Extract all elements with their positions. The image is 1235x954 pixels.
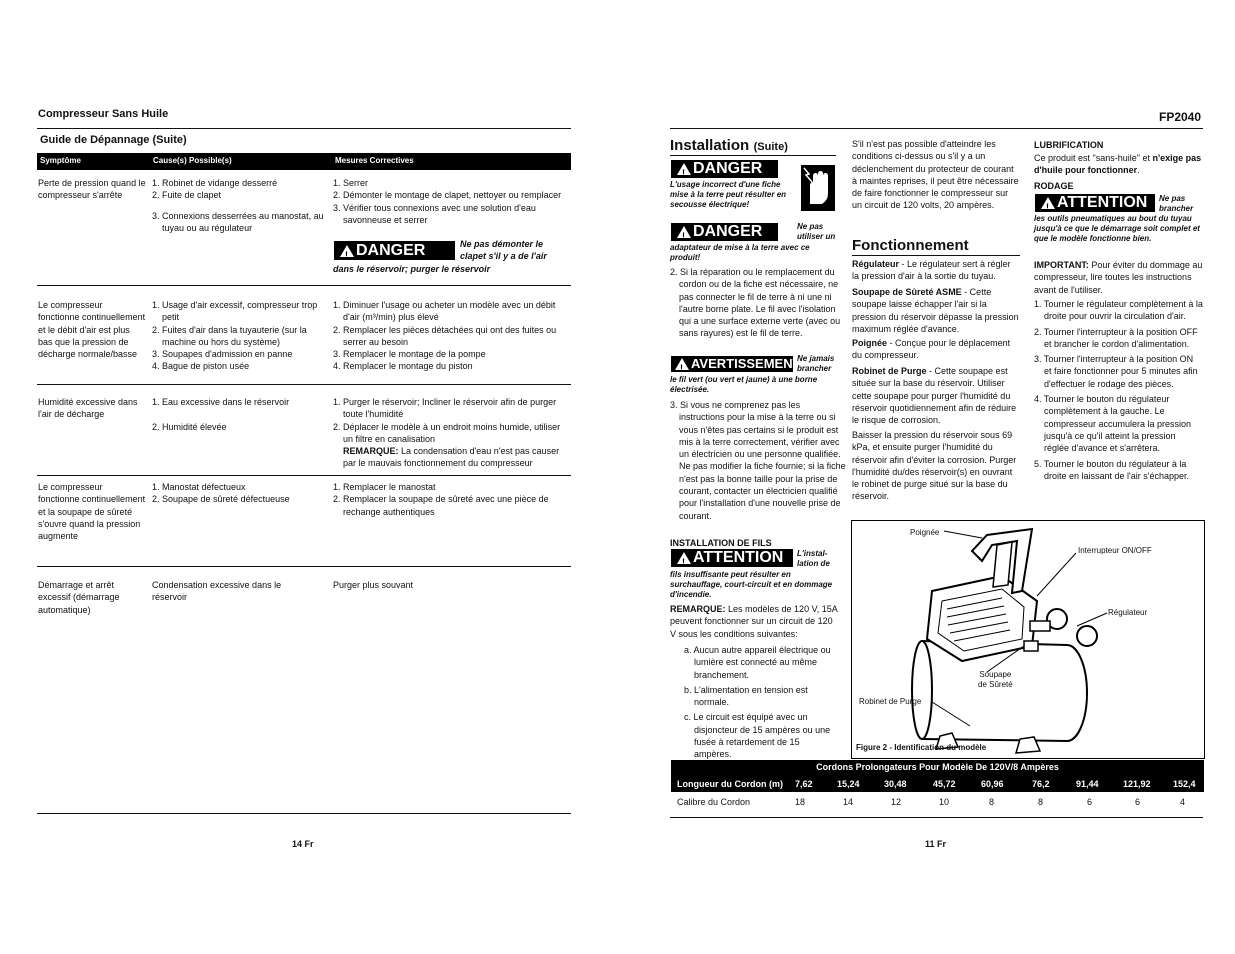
attention-badge: ! ATTENTION (671, 549, 793, 567)
rodage-title: RODAGE (1034, 181, 1074, 191)
cord-table-header (671, 760, 1204, 792)
remarque-note: REMARQUE: La condensation d'eau n'est pas causer par le mauvais fonctionnement du compresseur (343, 446, 560, 469)
row-divider (37, 475, 571, 476)
title-underline (852, 255, 1020, 256)
danger-text-cont: adaptateur de mise à la terre avec ce produit! (670, 243, 810, 262)
row-divider (37, 566, 571, 567)
compressor-illustration (852, 521, 1204, 758)
cause-item: 2. Soupape de sûreté défectueuse (152, 494, 290, 505)
col-header-causes: Cause(s) Possible(s) (153, 156, 232, 165)
row5-symptom: Démarrage et arrêt excessif (démarrage automatique) (38, 580, 120, 615)
remedy-item: 1. Purger le réservoir; Incliner le réservoir afin de purger toute l'humidité (333, 397, 557, 420)
lubrification-text: Ce produit est "sans-huile" et n'exige pas d'huile pour fonctionner. (1034, 153, 1202, 176)
label-interrupteur: Interrupteur ON/OFF (1078, 546, 1152, 555)
cord-gauge: 14 (843, 797, 854, 807)
attention-badge: ! ATTENTION (1035, 194, 1155, 212)
remedy-item: 1. Remplacer le manostat (333, 482, 436, 492)
row3-causes (152, 396, 328, 434)
warning-triangle-icon (675, 358, 689, 370)
cause-item: 4. Bague de piston usée (152, 361, 250, 372)
label-regulateur: Régulateur (1108, 608, 1148, 617)
cord-gauge: 8 (1038, 797, 1044, 807)
remedy-item: 1. Serrer (333, 178, 369, 188)
row4-remedies (333, 481, 570, 518)
cause-item: 2. Humidité élevée (152, 422, 227, 433)
steps-list (1034, 298, 1203, 482)
cause-item: 3. Soupapes d'admission en panne (152, 349, 293, 360)
cord-gauge-label: Calibre du Cordon (677, 797, 751, 807)
row-divider (37, 285, 571, 286)
condition-item: c. Le circuit est équipé avec un disjoncteur de 15 ampères ou une fusée à retardement de 15 ampères. (684, 712, 831, 760)
important-paragraph: IMPORTANT: Pour éviter du dommage au compresseur, lire toutes les instructions avant de l'utiliser. (1034, 260, 1203, 295)
page-number-left: 14 Fr (292, 839, 314, 849)
cord-length: 91,44 (1076, 779, 1099, 789)
warning-text-cont: le fil vert (ou vert et jaune) à une borne électrisée. (670, 375, 818, 394)
row2-remedies (333, 299, 570, 373)
cord-gauge: 12 (891, 797, 902, 807)
remarque-paragraph: REMARQUE: Les modèles de 120 V, 15A peuvent fonctionner sur un circuit de 120 V sous les conditions suivantes: (670, 604, 838, 639)
cord-gauge: 10 (939, 797, 950, 807)
page-number-right: 11 Fr (925, 839, 947, 849)
cord-length: 30,48 (884, 779, 907, 789)
step-item: 2. Tourner l'interrupteur à la position OFF et brancher le cordon d'alimentation. (1034, 326, 1198, 349)
row2-symptom: Le compresseur fonctionne continuellement et le débit d'air est plus bas que la pression de décharge normale/basse (38, 300, 146, 360)
remedy-item: 2. Remplacer les pièces détachées qui ont des fuites ou serrer au besoin (333, 324, 557, 347)
row3-remedies (333, 396, 570, 470)
row1-remedies (333, 177, 569, 226)
fonctionnement-title: Fonctionnement (852, 237, 969, 254)
cord-length: 15,24 (837, 779, 860, 789)
cord-gauge: 6 (1135, 797, 1141, 807)
danger-text-cont: dans le réservoir; purger le réservoir (333, 264, 491, 274)
col-header-symptom: Symptôme (40, 156, 81, 165)
cord-length-label: Longueur du Cordon (m) (677, 779, 783, 789)
attention-text: Ne pas brancher (1159, 194, 1194, 213)
footer-divider (37, 813, 571, 814)
attention-text-cont: les outils pneumatiques au bout du tuyau jusqu'à ce que le démarrage soit complet et que le modèle fonctionne bien. (1034, 214, 1200, 243)
col-header-remedies: Mesures Correctives (335, 156, 414, 165)
cord-length: 152,4 (1173, 779, 1196, 789)
cord-length: 60,96 (981, 779, 1004, 789)
cause-item: 1. Eau excessive dans le réservoir (152, 397, 290, 407)
remedy-item: 3. Remplacer le montage de la pompe (333, 349, 486, 360)
warning-triangle-icon (1041, 197, 1055, 209)
figure-caption: Figure 2 - Identification du modèle (856, 743, 987, 752)
cord-gauge: 4 (1180, 797, 1186, 807)
row5-causes: Condensation excessive dans le réservoir (152, 580, 282, 603)
intro-paragraph: S'il n'est pas possible d'atteindre les conditions ci-dessus ou s'il y a un déclenchement du protecteur de courant à maintes reprises, il peut être nécessaire de faire fonctionner le compresseur sur un circuit de 120 volts, 20 ampères. (852, 139, 1019, 211)
cord-length: 76,2 (1032, 779, 1050, 789)
row1-causes (152, 177, 327, 234)
fils-title: INSTALLATION DE FILS (670, 538, 772, 548)
attention-text-cont: fils insuffisante peut résulter en surchauffage, court-circuit et en dommage d'incendie. (670, 570, 833, 599)
remedy-item: 4. Remplacer le montage du piston (333, 361, 473, 372)
lubrification-title: LUBRIFICATION (1034, 140, 1104, 150)
danger-text: Ne pas démonter le clapet s'il y a de l'air (460, 239, 547, 262)
step-item: 4. Tourner le bouton du régulateur complètement à la gauche. Le compresseur accumulera la pression jusqu'à ce qu'il atteint la pression réglée d'avance et s'arrêtera. (1034, 394, 1192, 454)
label-poignee: Poignée (910, 528, 940, 537)
warning-triangle-icon (677, 552, 691, 564)
remedy-item: 2. Déplacer le modèle à un endroit moins humide, utiliser un filtre en canalisation (333, 421, 561, 444)
cause-item: 2. Fuite de clapet (152, 190, 222, 201)
installation-title: Installation (Suite) (670, 137, 788, 154)
danger-badge: ! DANGER (334, 241, 455, 260)
row2-causes (152, 299, 328, 373)
cord-gauge: 6 (1087, 797, 1093, 807)
row4-symptom: Le compresseur fonctionne continuellement et la soupape de sûreté s'ouvre quand la pression augmente (38, 482, 146, 542)
warning-badge: ! AVERTISSEMENT (671, 356, 793, 372)
install-item-3: 3. Si vous ne comprenez pas les instructions pour la mise à la terre ou si vous n'êtes pas certains si le produit est mis à la terre correctement, vérifier avec un électricien ou une personne qualifiée. Ne pas modifier la fiche fournie; si la fiche n'est pas la bonne taille pour la prise de courant, contacter un électricien qualifié pour l'installation d'une nouvelle prise de courant. (670, 400, 846, 521)
divider (37, 128, 571, 129)
cord-length: 7,62 (795, 779, 813, 789)
warning-triangle-icon (677, 226, 691, 238)
attention-text: L'instal-lation de (797, 549, 830, 568)
condition-item: a. Aucun autre appareil électrique ou lumière est connecté au même branchement. (684, 645, 831, 680)
cause-item: 3. Connexions desserrées au manostat, au tuyau ou au régulateur (152, 210, 324, 233)
troubleshoot-table-header (37, 153, 571, 170)
footer-divider (670, 817, 1203, 818)
cause-item: 1. Manostat défectueux (152, 482, 246, 492)
warning-text: Ne jamais brancher (797, 354, 835, 373)
cord-length: 121,92 (1123, 779, 1151, 789)
cord-table-title: Cordons Prolongateurs Pour Modèle De 120V/8 Ampères (816, 762, 1059, 772)
label-robinet: Robinet de Purge (859, 697, 922, 706)
step-item: 5. Tourner le bouton du régulateur à la droite en laissant de l'air s'échapper. (1034, 458, 1190, 481)
electric-shock-hand-icon (800, 164, 836, 212)
step-item: 1. Tourner le régulateur complètement à la droite pour ouvrir la circulation d'air. (1034, 299, 1203, 322)
row-divider (37, 384, 571, 385)
regulateur-paragraph: Régulateur - Le régulateur sert à régler la pression d'air à la sortie du tuyau. (852, 259, 1011, 282)
left-subheader: Guide de Dépannage (Suite) (40, 134, 187, 146)
row1-symptom: Perte de pression quand le compresseur s'arrête (38, 178, 146, 201)
cause-item: 2. Fuites d'air dans la tuyauterie (sur la machine ou hors du système) (152, 324, 307, 347)
condition-item: b. L'alimentation en tension est normale. (684, 684, 808, 708)
robinet-paragraph: Robinet de Purge - Cette soupape est située sur la base du réservoir. Utiliser cette soupape pour purger l'humidité du réservoir quotidiennement afin de réduire le risque de corrosion. (852, 366, 1017, 426)
cord-gauge: 8 (989, 797, 995, 807)
figure-box (851, 520, 1205, 759)
cord-length: 45,72 (933, 779, 956, 789)
conditions-list (684, 644, 839, 761)
poignee-paragraph: Poignée - Conçue pour le déplacement du compresseur. (852, 338, 1011, 361)
danger-text: L'usage incorrect d'une fiche mise à la terre peut résulter en secousse électrique! (670, 180, 787, 209)
label-soupape: Soupape de Sûreté (978, 670, 1013, 689)
danger-text: Ne pas utiliser un (797, 222, 836, 241)
divider (670, 128, 1203, 129)
warning-triangle-icon (340, 245, 354, 257)
warning-triangle-icon (677, 163, 691, 175)
soupape-paragraph: Soupape de Sûreté ASME - Cette soupape laisse échapper l'air si la pression du réservoir dépasse la pression maximum réglée d'avance. (852, 287, 1019, 334)
remedy-item: 3. Vérifier tous connexions avec une solution d'eau savonneuse et serrer (333, 202, 536, 225)
remedy-item: 1. Diminuer l'usage ou acheter un modèle avec un débit d'air (m³/min) plus élevé (333, 300, 556, 323)
install-item-2: 2. Si la réparation ou le remplacement du cordon ou de la fiche est nécessaire, ne pas connecter le fil de terre à ni une ni l'autre borne plate. Le fil avec l'isolation qui a une surface externe verte (avec ou sans rayures) est le fil de terre. (670, 267, 841, 339)
cord-gauge: 18 (795, 797, 806, 807)
left-header: Compresseur Sans Huile (38, 108, 169, 120)
model-number: FP2040 (1159, 110, 1202, 124)
baisser-paragraph: Baisser la pression du réservoir sous 69 kPa, et ensuite purger l'humidité du réservoir afin d'éviter la corrosion. Purger l'humidité du/des réservoir(s) en ouvrant le robinet de purge situé sur la base du réservoir. (852, 430, 1017, 502)
remedy-item: 2. Démonter le montage de clapet, nettoyer ou remplacer (333, 190, 562, 201)
danger-badge: ! DANGER (671, 160, 778, 178)
remedy-item: 2. Remplacer la soupape de sûreté avec une pièce de rechange authentiques (333, 494, 549, 517)
danger-badge: ! DANGER (671, 223, 778, 241)
row3-symptom: Humidité excessive dans l'air de décharge (38, 397, 138, 420)
row5-remedies: Purger plus souvant (333, 580, 414, 590)
step-item: 3. Tourner l'interrupteur à la position ON et faire fonctionner pour 5 minutes afin d'effectuer le rodage des pièces. (1034, 354, 1198, 389)
cause-item: 1. Usage d'air excessif, compresseur trop petit (152, 300, 318, 323)
row4-causes (152, 481, 328, 506)
title-underline (670, 155, 836, 156)
cause-item: 1. Robinet de vidange desserré (152, 178, 278, 188)
